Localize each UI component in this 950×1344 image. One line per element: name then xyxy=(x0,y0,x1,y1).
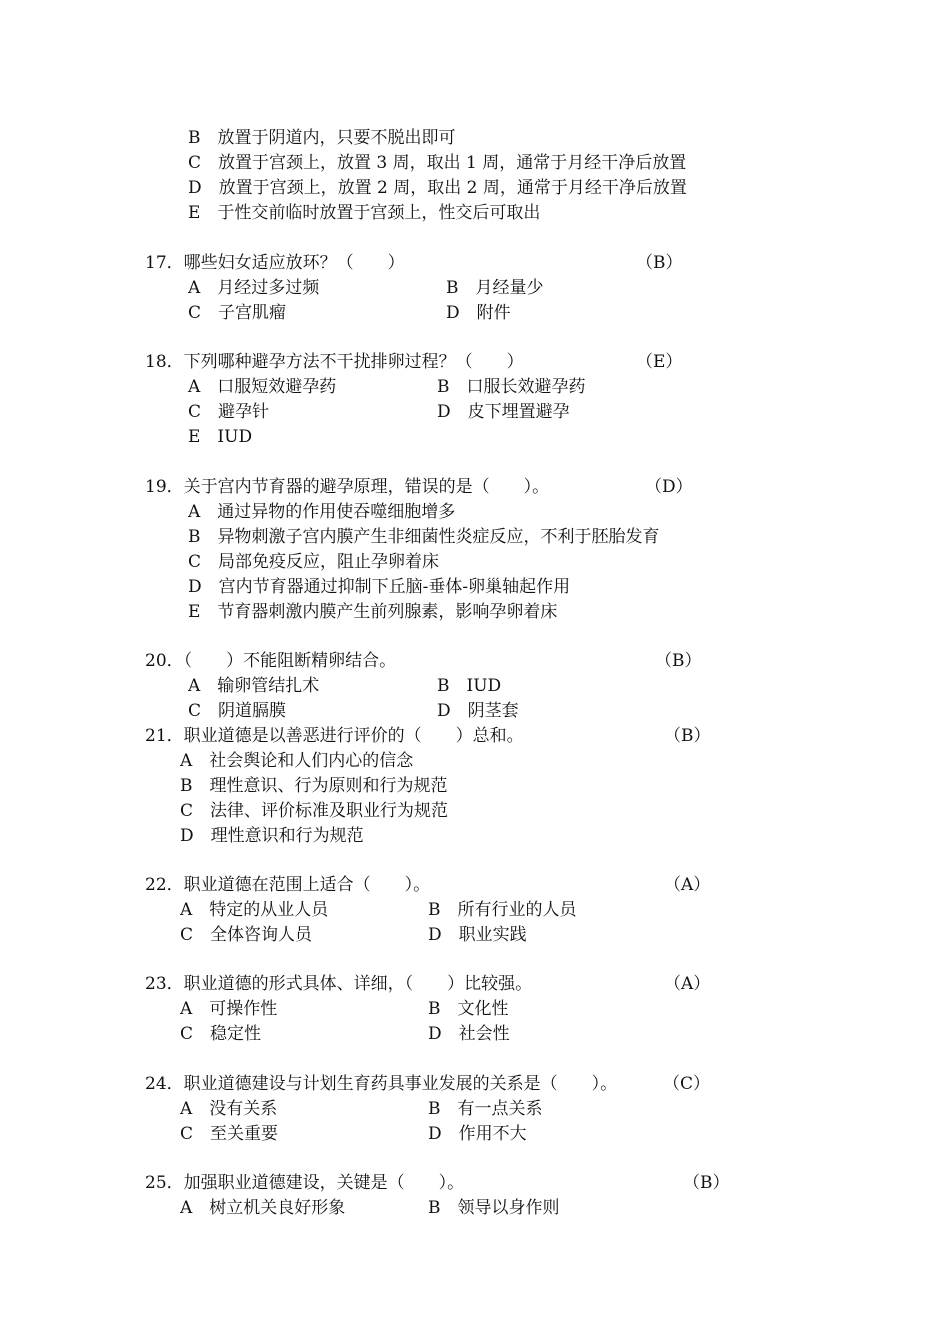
q18-option-c: C 避孕针 xyxy=(188,402,270,422)
q25-stem: 25．加强职业道德建设，关键是（ ）。 xyxy=(145,1173,465,1193)
q20-option-d: D 阴茎套 xyxy=(437,701,519,721)
q20-answer: （B） xyxy=(655,651,702,671)
q21-option-b: B 理性意识、行为原则和行为规范 xyxy=(180,776,448,796)
q17-stem: 17．哪些妇女适应放环？（ ） xyxy=(145,253,405,273)
q25-option-b: B 领导以身作则 xyxy=(428,1198,560,1218)
q22-option-d: D 职业实践 xyxy=(428,925,527,945)
q19-option-c: C 局部免疫反应，阻止孕卵着床 xyxy=(188,552,440,572)
q19-option-b: B 异物刺激子宫内膜产生非细菌性炎症反应，不利于胚胎发育 xyxy=(188,527,660,547)
q19-option-d: D 宫内节育器通过抑制下丘脑-垂体-卵巢轴起作用 xyxy=(188,577,571,597)
q16-option-e: E 于性交前临时放置于宫颈上，性交后可取出 xyxy=(188,203,541,223)
q19-answer: （D） xyxy=(645,477,693,497)
q17-option-c: C 子宫肌瘤 xyxy=(188,303,287,323)
q21-answer: （B） xyxy=(664,726,711,746)
q23-option-a: A 可操作性 xyxy=(180,999,278,1019)
q23-option-c: C 稳定性 xyxy=(180,1024,262,1044)
q24-option-a: A 没有关系 xyxy=(180,1099,278,1119)
q18-option-b: B 口服长效避孕药 xyxy=(437,377,586,397)
q16-option-c: C 放置于宫颈上，放置 3 周，取出 1 周，通常于月经干净后放置 xyxy=(188,153,687,173)
q19-option-a: A 通过异物的作用使吞噬细胞增多 xyxy=(188,502,456,522)
q18-option-e: E IUD xyxy=(188,427,253,447)
q25-answer: （B） xyxy=(683,1173,730,1193)
q22-stem: 22．职业道德在范围上适合（ ）。 xyxy=(145,875,431,895)
q21-option-a: A 社会舆论和人们内心的信念 xyxy=(180,751,414,771)
q24-stem: 24．职业道德建设与计划生育药具事业发展的关系是（ ）。 xyxy=(145,1074,618,1094)
q20-option-a: A 输卵管结扎术 xyxy=(188,676,320,696)
q21-option-d: D 理性意识和行为规范 xyxy=(180,826,364,846)
q23-stem: 23．职业道德的形式具体、详细，（ ）比较强。 xyxy=(145,974,533,994)
q16-option-d: D 放置于宫颈上，放置 2 周，取出 2 周，通常于月经干净后放置 xyxy=(188,178,687,198)
q20-stem: 20．（ ）不能阻断精卵结合。 xyxy=(145,651,397,671)
q16-option-b: B 放置于阴道内，只要不脱出即可 xyxy=(188,128,456,148)
q20-option-b: B IUD xyxy=(437,676,502,696)
q24-option-d: D 作用不大 xyxy=(428,1124,527,1144)
q19-option-e: E 节育器刺激内膜产生前列腺素，影响孕卵着床 xyxy=(188,602,558,622)
q22-option-a: A 特定的从业人员 xyxy=(180,900,329,920)
q19-stem: 19．关于宫内节育器的避孕原理，错误的是（ ）。 xyxy=(145,477,550,497)
q18-option-a: A 口服短效避孕药 xyxy=(188,377,337,397)
q24-option-b: B 有一点关系 xyxy=(428,1099,543,1119)
q20-option-c: C 阴道膈膜 xyxy=(188,701,287,721)
q21-stem: 21．职业道德是以善恶进行评价的（ ）总和。 xyxy=(145,726,524,746)
q24-answer: （C） xyxy=(663,1074,711,1094)
q18-option-d: D 皮下埋置避孕 xyxy=(437,402,570,422)
q23-option-d: D 社会性 xyxy=(428,1024,510,1044)
q17-option-a: A 月经过多过频 xyxy=(188,278,320,298)
q17-option-b: B 月经量少 xyxy=(446,278,544,298)
q23-option-b: B 文化性 xyxy=(428,999,509,1019)
q18-answer: （E） xyxy=(636,352,683,372)
q22-option-b: B 所有行业的人员 xyxy=(428,900,577,920)
q22-option-c: C 全体咨询人员 xyxy=(180,925,313,945)
q25-option-a: A 树立机关良好形象 xyxy=(180,1198,346,1218)
q18-stem: 18．下列哪种避孕方法不干扰排卵过程？（ ） xyxy=(145,352,524,372)
q23-answer: （A） xyxy=(664,974,711,994)
q24-option-c: C 至关重要 xyxy=(180,1124,279,1144)
q17-answer: （B） xyxy=(636,253,683,273)
q21-option-c: C 法律、评价标准及职业行为规范 xyxy=(180,801,449,821)
q22-answer: （A） xyxy=(664,875,711,895)
q17-option-d: D 附件 xyxy=(446,303,511,323)
